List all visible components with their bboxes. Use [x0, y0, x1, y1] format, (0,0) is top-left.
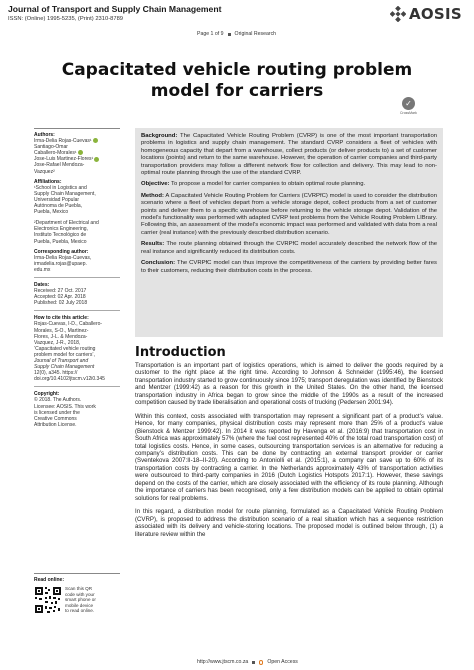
corresponding-line: Irma-Delia Rojas-Cuevas,: [34, 254, 92, 261]
corresponding-email[interactable]: irmadelia.rojas@upaep.: [34, 260, 87, 267]
body-paragraph: In this regard, a distribution model for route planning, formulated as a Capacitated Vehicle Routing Problem (CVRP), is proposed to address the distribution scenario of a real situation which has a sequence restriction associated with its delivery and vehicle-storing locations. The proposed model is outlined below through, (1) a literature review within the: [135, 508, 443, 538]
date-line: Published: 02 July 2018: [34, 300, 88, 307]
abstract-conclusion: Conclusion: The CVRPfC model can thus improve the competitiveness of the carriers by providing better fares to their customers, reducing their distribution costs in the process.: [141, 260, 437, 274]
qr-code-icon[interactable]: [34, 586, 62, 614]
logo-text: AOSIS: [408, 5, 462, 23]
cite-line: Vazquez, J-R., 2018,: [34, 339, 81, 346]
copyright-line: Licensee: AOSIS. This work: [34, 403, 96, 410]
article-info-sidebar: [34, 128, 120, 428]
open-access-label: Open Access: [267, 659, 298, 665]
corresponding-email[interactable]: edu.mx: [34, 266, 51, 273]
article-title: [40, 60, 434, 102]
affiliation-line: Electronics Engineering,: [34, 226, 88, 233]
crossmark-label: CrossMark: [400, 111, 417, 115]
affiliations-heading: Affiliations:: [34, 178, 62, 185]
orcid-icon[interactable]: [93, 138, 98, 143]
issn: ISSN: (Online) 1995-5235, (Print) 2310-8789: [8, 16, 124, 22]
cite-line: Supply Chain Management: [34, 364, 95, 371]
page-footer: [197, 659, 298, 665]
article-type: Original Research: [234, 31, 277, 37]
body-paragraph: Within this context, costs associated with transportation may represent a significant part of a product’s value. Hence, for many companies, physical distribution costs may represent more than 25% of a product’s value (Bienstock & Mentzer 1999:42). In 2014 it was reported by Havenga et al. (2016:9) that transportation cost in South Africa was approximately 57% (where the fuel cost represented 40% of the total road transportation cost) of total logistics costs. Hence, in some cases, outsourcing transportation services is an alternative for reducing a company’s distribution costs. This can be done by contracting an external transport provider or carrier (Sventekova 2007:II-18–II-20). According to Antoniolli et al. (2015:1), a company can save up to 60% of its transportation costs by contracting a carrier. In the Netherlands approximately 43% of transportation activities were outsourced to third-party companies in 2016 (Dutch Logistics Hotspots 2017:1). However, these savings depend on the costs of the carrier, which are closely associated with the efficiency of its route planning. Although the importance of carriers has been recognised, only a few distribution models can be applied to obtain optimal solutions for real problems.: [135, 412, 443, 502]
qr-instructions: Scan this QR code with your smart phone or mobile device to read online.: [65, 586, 96, 614]
abstract-box: [135, 128, 443, 337]
separator-square-icon: [228, 33, 231, 36]
date-line: Received: 27 Oct. 2017: [34, 288, 87, 295]
cite-doi[interactable]: doi.org/10.4102/jtscm.v12i0.345: [34, 376, 105, 383]
orcid-icon[interactable]: [78, 150, 83, 155]
author-line: Caballero-Morales¹: [34, 150, 120, 156]
cite-line: ‘Capacitated vehicle routing: [34, 345, 96, 352]
dates-heading: Dates:: [34, 281, 50, 288]
affiliation-line: Puebla, Puebla, Mexico: [34, 238, 87, 245]
authors-heading: Authors:: [34, 132, 55, 138]
journal-title: Journal of Transport and Supply Chain Management: [8, 4, 222, 14]
body-paragraph: Transportation is an important part of logistics operations, which is aimed to deliver the goods required by a customer to the right place at the right time. According to Johnson & Schneider (1995:46), the licensed transportation industry started to grow continuously since 1975; transport deregulation was identified by Bienstock and Mentzer (1999:42) as a reason for this growth in the United States. On the other hand, the licensed transportation industry in Africa began to grow since the middle of the 1990s as a result of the increased competition caused by trade liberalisation and operational costs of trucking (Pedersen 2001:94).: [135, 362, 443, 407]
separator-square-icon: [252, 661, 255, 664]
crossmark-badge[interactable]: [400, 97, 417, 115]
abstract-background: Background: The Capacitated Vehicle Routing Problem (CVRP) is one of the most important transportation problems in logistics and supply chain management. The standard CVRP considers a fleet of vehicles with homogeneous capacity that depart from a warehouse, collect products (or deliver products to) a set of customer locations (points) and return to the same warehouse. However, the operation of carrier companies and third-party transportation providers may follow a different network flow for collection and delivery. This may lead to non-optimal route planning through the use of the standard CVRP.: [141, 133, 438, 177]
journal-url[interactable]: http://www.jtscm.co.za: [197, 659, 249, 665]
abstract-method: Method: A Capacitated Vehicle Routing Problem for Carriers (CVRPfC) model is used to consider the distribution scenario where a fleet of vehicles depart from a vehicle storage depot, collect products from a set of customer points and deliver them to a specific warehouse before returning to the vehicle storage depot. Validation of the model’s functionality was performed with adapted CVRP test problems from the Vehicle Routing Problem LIBrary. Following this, an assessment of the model’s economic impact was performed and validated with data from a real carrier (real instance) with the previously described distribution scenario.: [141, 192, 437, 236]
abstract-results: Results: The route planning obtained through the CVRPfC model accurately described the network flow of the real instance and significantly reduced its distribution costs.: [141, 241, 437, 255]
page-number: Page 1 of 9: [197, 31, 224, 37]
affiliation-line: ²Department of Electrical and: [34, 220, 99, 227]
abstract-objective: Objective: To propose a model for carrier companies to obtain optimal route planning.: [141, 181, 366, 188]
read-online-heading: Read online:: [34, 577, 65, 583]
cite-line: problem model for carriers’,: [34, 351, 95, 358]
cite-heading: How to cite this article:: [34, 315, 89, 322]
affiliation-line: Autónoma de Puebla,: [34, 203, 83, 210]
section-heading-introduction: Introduction: [135, 345, 226, 360]
cite-line: Morales, S-O., Martinez-: [34, 327, 89, 334]
copyright-line: is licensed under the: [34, 409, 80, 416]
cite-line: Journal of Transport and: [34, 358, 89, 364]
read-online-block: [34, 573, 120, 614]
date-line: Accepted: 02 Apr. 2018: [34, 294, 86, 301]
open-access-lock-icon: [259, 660, 263, 665]
author-line: Santiago-Omar: [34, 144, 68, 151]
affiliation-line: Puebla, Mexico: [34, 209, 69, 216]
cite-line: Flores, J-L. & Mendoza-: [34, 333, 88, 340]
author-line: Jose-Luis Martinez-Flores¹: [34, 156, 120, 162]
affiliation-line: Supply Chain Management,: [34, 190, 96, 197]
cite-doi[interactable]: 12(0), a345. https://: [34, 370, 78, 377]
page-info: [197, 31, 276, 37]
title-line: model for carriers: [150, 81, 324, 101]
affiliation-line: Instituto Tecnológico de: [34, 232, 87, 239]
cite-line: Rojas-Cuevas, I-D., Caballero-: [34, 321, 103, 328]
copyright-line: Creative Commons: [34, 415, 77, 422]
crossmark-icon: ✓: [402, 97, 415, 110]
corresponding-heading: Corresponding author:: [34, 248, 89, 255]
copyright-heading: Copyright:: [34, 391, 60, 398]
copyright-line: Attribution License.: [34, 421, 77, 428]
orcid-icon[interactable]: [94, 157, 99, 162]
title-line: Capacitated vehicle routing problem: [61, 60, 413, 80]
author-line: Vazquez²: [34, 168, 55, 175]
author-line: Irma-Delia Rojas-Cuevas¹: [34, 138, 120, 144]
affiliation-line: ¹School in Logistics and: [34, 184, 87, 191]
publisher-logo[interactable]: [390, 5, 462, 23]
introduction-body: [135, 362, 443, 544]
author-line: Jose-Rafael Mendoza-: [34, 162, 85, 169]
copyright-line: © 2018. The Authors.: [34, 397, 82, 404]
affiliation-line: Universidad Popular: [34, 196, 80, 203]
aosis-logo-icon: [390, 6, 406, 22]
